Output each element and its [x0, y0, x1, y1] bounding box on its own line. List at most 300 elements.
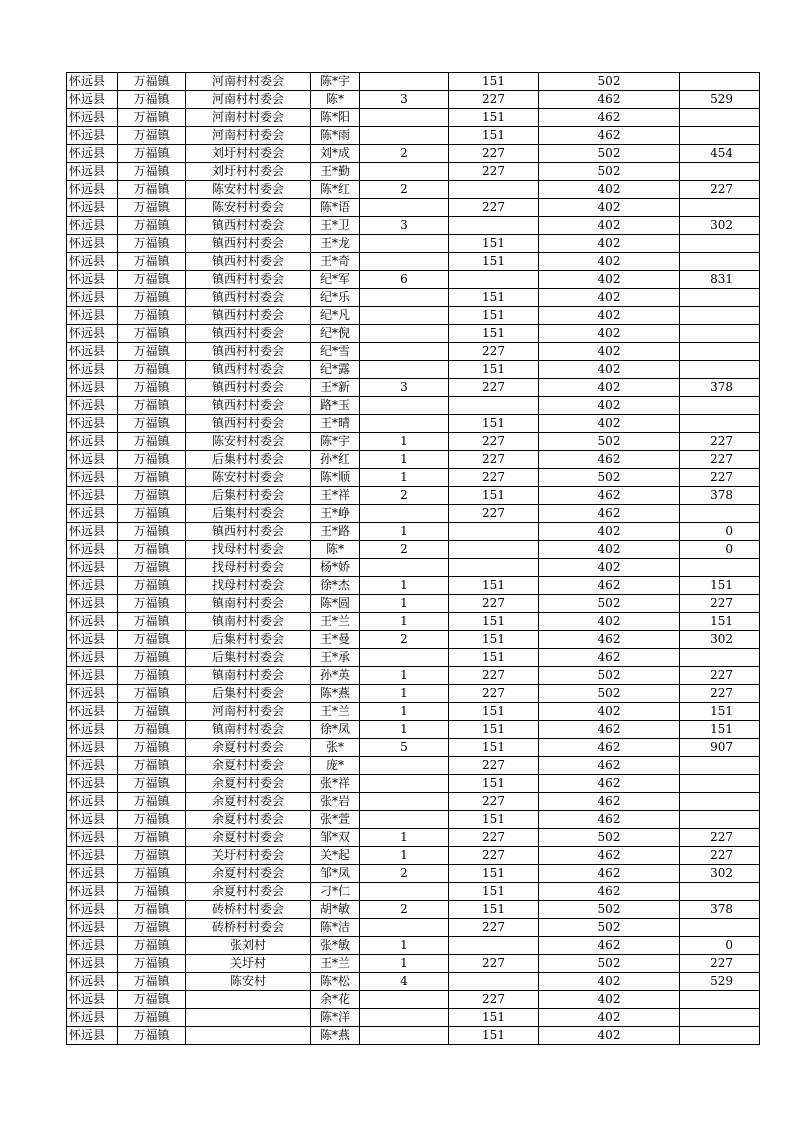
name-cell: 纪*倪: [311, 325, 360, 343]
village-cell: 镇西村村委会: [186, 253, 311, 271]
name-cell: 陈*宇: [311, 73, 360, 91]
table-row: [67, 217, 760, 235]
county-cell: 怀远县: [67, 307, 118, 325]
village-cell: 镇西村村委会: [186, 271, 311, 289]
total-cell: 227: [680, 595, 760, 613]
name-cell: 路*玉: [311, 397, 360, 415]
village-cell: 镇南村村委会: [186, 595, 311, 613]
county-cell: 怀远县: [67, 775, 118, 793]
amount-b-cell: 502: [539, 685, 680, 703]
village-cell: 镇西村村委会: [186, 289, 311, 307]
table-row: [67, 775, 760, 793]
name-cell: 陈*宇: [311, 433, 360, 451]
count-cell: 2: [360, 901, 449, 919]
amount-b-cell: 402: [539, 703, 680, 721]
county-cell: 怀远县: [67, 559, 118, 577]
county-cell: 怀远县: [67, 325, 118, 343]
total-cell: [680, 775, 760, 793]
total-cell: [680, 991, 760, 1009]
county-cell: 怀远县: [67, 487, 118, 505]
town-cell: 万福镇: [118, 199, 186, 217]
name-cell: 王*峥: [311, 505, 360, 523]
amount-a-cell: 227: [449, 469, 539, 487]
village-cell: 砖桥村村委会: [186, 901, 311, 919]
town-cell: 万福镇: [118, 631, 186, 649]
total-cell: 302: [680, 217, 760, 235]
county-cell: 怀远县: [67, 451, 118, 469]
town-cell: 万福镇: [118, 865, 186, 883]
table-row: [67, 397, 760, 415]
county-cell: 怀远县: [67, 289, 118, 307]
amount-a-cell: 151: [449, 1027, 539, 1045]
total-cell: 378: [680, 901, 760, 919]
total-cell: [680, 73, 760, 91]
county-cell: 怀远县: [67, 253, 118, 271]
amount-a-cell: 151: [449, 631, 539, 649]
county-cell: 怀远县: [67, 415, 118, 433]
amount-b-cell: 402: [539, 523, 680, 541]
table-row: [67, 91, 760, 109]
count-cell: [360, 163, 449, 181]
total-cell: 227: [680, 847, 760, 865]
name-cell: 邹*双: [311, 829, 360, 847]
total-cell: 227: [680, 667, 760, 685]
amount-b-cell: 502: [539, 829, 680, 847]
amount-a-cell: 227: [449, 451, 539, 469]
table-row: [67, 919, 760, 937]
village-cell: 余夏村村委会: [186, 739, 311, 757]
name-cell: 陈*燕: [311, 1027, 360, 1045]
total-cell: 907: [680, 739, 760, 757]
town-cell: 万福镇: [118, 505, 186, 523]
total-cell: [680, 163, 760, 181]
name-cell: 王*曼: [311, 631, 360, 649]
total-cell: [680, 343, 760, 361]
village-cell: 后集村村委会: [186, 505, 311, 523]
amount-a-cell: 151: [449, 703, 539, 721]
county-cell: 怀远县: [67, 613, 118, 631]
amount-b-cell: 402: [539, 271, 680, 289]
amount-a-cell: 227: [449, 595, 539, 613]
county-cell: 怀远县: [67, 1009, 118, 1027]
table-row: [67, 541, 760, 559]
table-row: [67, 829, 760, 847]
name-cell: 余*花: [311, 991, 360, 1009]
name-cell: 徐*杰: [311, 577, 360, 595]
total-cell: 378: [680, 379, 760, 397]
name-cell: 王*祥: [311, 487, 360, 505]
table-row: [67, 253, 760, 271]
amount-a-cell: 227: [449, 199, 539, 217]
village-cell: 刘圩村村委会: [186, 163, 311, 181]
town-cell: 万福镇: [118, 109, 186, 127]
table-row: [67, 325, 760, 343]
amount-a-cell: 227: [449, 145, 539, 163]
table-row: [67, 973, 760, 991]
count-cell: 1: [360, 847, 449, 865]
town-cell: 万福镇: [118, 901, 186, 919]
amount-a-cell: 151: [449, 73, 539, 91]
village-cell: 找母村村委会: [186, 559, 311, 577]
amount-a-cell: 151: [449, 361, 539, 379]
amount-b-cell: 402: [539, 1027, 680, 1045]
county-cell: 怀远县: [67, 109, 118, 127]
total-cell: 227: [680, 955, 760, 973]
village-cell: 张刘村: [186, 937, 311, 955]
amount-b-cell: 462: [539, 631, 680, 649]
county-cell: 怀远县: [67, 217, 118, 235]
name-cell: 陈*燕: [311, 685, 360, 703]
amount-a-cell: 227: [449, 919, 539, 937]
total-cell: [680, 919, 760, 937]
total-cell: 378: [680, 487, 760, 505]
table-row: [67, 703, 760, 721]
amount-b-cell: 402: [539, 973, 680, 991]
village-cell: 陈安村: [186, 973, 311, 991]
amount-b-cell: 402: [539, 559, 680, 577]
town-cell: 万福镇: [118, 289, 186, 307]
count-cell: [360, 811, 449, 829]
name-cell: 王*勤: [311, 163, 360, 181]
total-cell: 454: [680, 145, 760, 163]
county-cell: 怀远县: [67, 523, 118, 541]
name-cell: 刁*仁: [311, 883, 360, 901]
table-row: [67, 1009, 760, 1027]
amount-a-cell: 227: [449, 505, 539, 523]
name-cell: 邹*凤: [311, 865, 360, 883]
village-cell: 镇西村村委会: [186, 415, 311, 433]
count-cell: 2: [360, 145, 449, 163]
table-row: [67, 667, 760, 685]
town-cell: 万福镇: [118, 91, 186, 109]
town-cell: 万福镇: [118, 181, 186, 199]
table-row: [67, 1027, 760, 1045]
name-cell: 刘*成: [311, 145, 360, 163]
count-cell: 1: [360, 685, 449, 703]
amount-b-cell: 462: [539, 721, 680, 739]
amount-a-cell: 227: [449, 163, 539, 181]
village-cell: 后集村村委会: [186, 451, 311, 469]
total-cell: 529: [680, 91, 760, 109]
total-cell: 0: [680, 541, 760, 559]
table-row: [67, 505, 760, 523]
amount-b-cell: 402: [539, 307, 680, 325]
total-cell: 0: [680, 523, 760, 541]
village-cell: 河南村村委会: [186, 73, 311, 91]
amount-b-cell: 402: [539, 217, 680, 235]
village-cell: 余夏村村委会: [186, 829, 311, 847]
county-cell: 怀远县: [67, 1027, 118, 1045]
count-cell: [360, 127, 449, 145]
town-cell: 万福镇: [118, 1027, 186, 1045]
name-cell: 张*岩: [311, 793, 360, 811]
name-cell: 陈*: [311, 91, 360, 109]
count-cell: [360, 415, 449, 433]
total-cell: 302: [680, 631, 760, 649]
name-cell: 王*新: [311, 379, 360, 397]
village-cell: 陈安村村委会: [186, 181, 311, 199]
village-cell: 陈安村村委会: [186, 199, 311, 217]
total-cell: [680, 397, 760, 415]
name-cell: 胡*敏: [311, 901, 360, 919]
town-cell: 万福镇: [118, 919, 186, 937]
table-row: [67, 379, 760, 397]
count-cell: [360, 343, 449, 361]
village-cell: [186, 1027, 311, 1045]
name-cell: 陈*洋: [311, 1009, 360, 1027]
town-cell: 万福镇: [118, 739, 186, 757]
town-cell: 万福镇: [118, 883, 186, 901]
amount-a-cell: 227: [449, 379, 539, 397]
table-row: [67, 451, 760, 469]
village-cell: 镇南村村委会: [186, 613, 311, 631]
table-row: [67, 127, 760, 145]
town-cell: 万福镇: [118, 793, 186, 811]
town-cell: 万福镇: [118, 703, 186, 721]
table-row: [67, 865, 760, 883]
table-row: [67, 361, 760, 379]
name-cell: 孙*英: [311, 667, 360, 685]
count-cell: 1: [360, 613, 449, 631]
county-cell: 怀远县: [67, 937, 118, 955]
county-cell: 怀远县: [67, 757, 118, 775]
village-cell: 找母村村委会: [186, 541, 311, 559]
county-cell: 怀远县: [67, 469, 118, 487]
town-cell: 万福镇: [118, 991, 186, 1009]
count-cell: [360, 757, 449, 775]
amount-a-cell: 151: [449, 775, 539, 793]
total-cell: [680, 1027, 760, 1045]
table-row: [67, 721, 760, 739]
amount-b-cell: 462: [539, 739, 680, 757]
village-cell: 余夏村村委会: [186, 775, 311, 793]
table-row: [67, 685, 760, 703]
amount-b-cell: 402: [539, 397, 680, 415]
town-cell: 万福镇: [118, 955, 186, 973]
amount-a-cell: [449, 271, 539, 289]
amount-b-cell: 402: [539, 343, 680, 361]
name-cell: 张*敏: [311, 937, 360, 955]
table-row: [67, 307, 760, 325]
county-cell: 怀远县: [67, 685, 118, 703]
count-cell: 3: [360, 217, 449, 235]
count-cell: 1: [360, 577, 449, 595]
table-row: [67, 847, 760, 865]
count-cell: 6: [360, 271, 449, 289]
name-cell: 陈*红: [311, 181, 360, 199]
town-cell: 万福镇: [118, 829, 186, 847]
village-cell: 河南村村委会: [186, 127, 311, 145]
county-cell: 怀远县: [67, 649, 118, 667]
amount-a-cell: 151: [449, 325, 539, 343]
town-cell: 万福镇: [118, 613, 186, 631]
amount-a-cell: 151: [449, 721, 539, 739]
village-cell: 砖桥村村委会: [186, 919, 311, 937]
county-cell: 怀远县: [67, 901, 118, 919]
town-cell: 万福镇: [118, 433, 186, 451]
amount-b-cell: 462: [539, 847, 680, 865]
county-cell: 怀远县: [67, 631, 118, 649]
amount-b-cell: 462: [539, 883, 680, 901]
total-cell: 151: [680, 721, 760, 739]
amount-b-cell: 402: [539, 379, 680, 397]
county-cell: 怀远县: [67, 865, 118, 883]
total-cell: [680, 1009, 760, 1027]
town-cell: 万福镇: [118, 343, 186, 361]
village-cell: 陈安村村委会: [186, 469, 311, 487]
household-table: [66, 72, 760, 1045]
count-cell: [360, 235, 449, 253]
count-cell: [360, 289, 449, 307]
town-cell: 万福镇: [118, 721, 186, 739]
table-row: [67, 901, 760, 919]
village-cell: 镇西村村委会: [186, 307, 311, 325]
table-row: [67, 649, 760, 667]
town-cell: 万福镇: [118, 847, 186, 865]
amount-b-cell: 402: [539, 415, 680, 433]
table-row: [67, 793, 760, 811]
town-cell: 万福镇: [118, 73, 186, 91]
count-cell: 1: [360, 595, 449, 613]
total-cell: 151: [680, 577, 760, 595]
county-cell: 怀远县: [67, 199, 118, 217]
town-cell: 万福镇: [118, 397, 186, 415]
town-cell: 万福镇: [118, 577, 186, 595]
amount-b-cell: 462: [539, 775, 680, 793]
village-cell: [186, 991, 311, 1009]
amount-b-cell: 502: [539, 919, 680, 937]
town-cell: 万福镇: [118, 937, 186, 955]
total-cell: [680, 235, 760, 253]
town-cell: 万福镇: [118, 595, 186, 613]
county-cell: 怀远县: [67, 541, 118, 559]
total-cell: 302: [680, 865, 760, 883]
amount-a-cell: 151: [449, 109, 539, 127]
county-cell: 怀远县: [67, 397, 118, 415]
amount-b-cell: 502: [539, 433, 680, 451]
table-row: [67, 739, 760, 757]
county-cell: 怀远县: [67, 73, 118, 91]
county-cell: 怀远县: [67, 505, 118, 523]
count-cell: 3: [360, 91, 449, 109]
amount-a-cell: 227: [449, 433, 539, 451]
village-cell: 陈安村村委会: [186, 433, 311, 451]
table-row: [67, 289, 760, 307]
count-cell: 1: [360, 433, 449, 451]
total-cell: 227: [680, 829, 760, 847]
table-row: [67, 955, 760, 973]
count-cell: [360, 325, 449, 343]
name-cell: 王*龙: [311, 235, 360, 253]
county-cell: 怀远县: [67, 721, 118, 739]
county-cell: 怀远县: [67, 163, 118, 181]
village-cell: 镇南村村委会: [186, 721, 311, 739]
amount-a-cell: 151: [449, 613, 539, 631]
village-cell: 镇南村村委会: [186, 667, 311, 685]
amount-b-cell: 462: [539, 577, 680, 595]
count-cell: 1: [360, 469, 449, 487]
name-cell: 王*兰: [311, 613, 360, 631]
table-row: [67, 145, 760, 163]
amount-b-cell: 502: [539, 955, 680, 973]
amount-a-cell: 227: [449, 685, 539, 703]
town-cell: 万福镇: [118, 145, 186, 163]
amount-b-cell: 402: [539, 361, 680, 379]
total-cell: [680, 415, 760, 433]
county-cell: 怀远县: [67, 271, 118, 289]
count-cell: [360, 1009, 449, 1027]
county-cell: 怀远县: [67, 739, 118, 757]
count-cell: [360, 793, 449, 811]
village-cell: 后集村村委会: [186, 649, 311, 667]
total-cell: [680, 811, 760, 829]
village-cell: 刘圩村村委会: [186, 145, 311, 163]
total-cell: 831: [680, 271, 760, 289]
county-cell: 怀远县: [67, 181, 118, 199]
county-cell: 怀远县: [67, 145, 118, 163]
village-cell: 镇西村村委会: [186, 325, 311, 343]
count-cell: [360, 1027, 449, 1045]
total-cell: 0: [680, 937, 760, 955]
county-cell: 怀远县: [67, 667, 118, 685]
amount-a-cell: [449, 973, 539, 991]
amount-b-cell: 502: [539, 469, 680, 487]
count-cell: [360, 649, 449, 667]
total-cell: [680, 109, 760, 127]
count-cell: [360, 361, 449, 379]
count-cell: 5: [360, 739, 449, 757]
count-cell: 4: [360, 973, 449, 991]
count-cell: 1: [360, 523, 449, 541]
name-cell: 张*: [311, 739, 360, 757]
amount-a-cell: 151: [449, 253, 539, 271]
amount-b-cell: 402: [539, 235, 680, 253]
table-row: [67, 811, 760, 829]
town-cell: 万福镇: [118, 541, 186, 559]
name-cell: 王*晴: [311, 415, 360, 433]
village-cell: 余夏村村委会: [186, 865, 311, 883]
village-cell: 余夏村村委会: [186, 883, 311, 901]
town-cell: 万福镇: [118, 757, 186, 775]
table-row: [67, 523, 760, 541]
amount-a-cell: [449, 541, 539, 559]
town-cell: 万福镇: [118, 271, 186, 289]
amount-a-cell: 151: [449, 127, 539, 145]
county-cell: 怀远县: [67, 379, 118, 397]
total-cell: [680, 361, 760, 379]
total-cell: 227: [680, 469, 760, 487]
town-cell: 万福镇: [118, 685, 186, 703]
amount-b-cell: 462: [539, 793, 680, 811]
town-cell: 万福镇: [118, 973, 186, 991]
count-cell: 1: [360, 703, 449, 721]
total-cell: [680, 559, 760, 577]
village-cell: 河南村村委会: [186, 109, 311, 127]
town-cell: 万福镇: [118, 307, 186, 325]
table-row: [67, 757, 760, 775]
total-cell: 227: [680, 685, 760, 703]
count-cell: 1: [360, 937, 449, 955]
total-cell: [680, 505, 760, 523]
name-cell: 王*兰: [311, 703, 360, 721]
town-cell: 万福镇: [118, 811, 186, 829]
amount-a-cell: 227: [449, 955, 539, 973]
amount-b-cell: 502: [539, 163, 680, 181]
count-cell: [360, 199, 449, 217]
town-cell: 万福镇: [118, 379, 186, 397]
name-cell: 王*承: [311, 649, 360, 667]
table-row: [67, 199, 760, 217]
